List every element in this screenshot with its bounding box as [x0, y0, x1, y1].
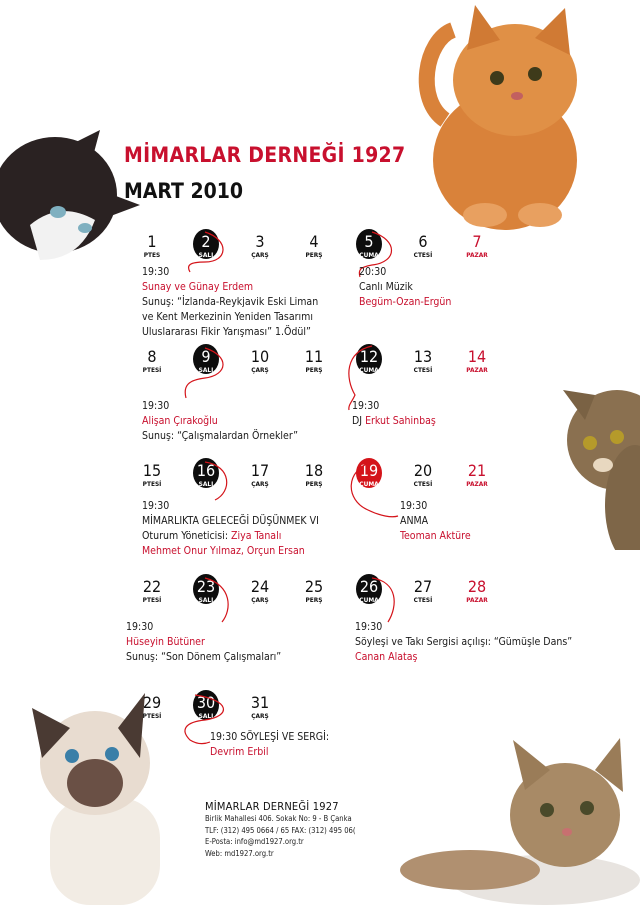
day-weekday: CUMA — [359, 480, 379, 488]
day-number: 3 — [255, 232, 265, 251]
day-weekday: CUMA — [359, 366, 379, 374]
event-time: 20:30 — [359, 266, 387, 278]
day-weekday: SALI — [198, 712, 214, 720]
day-weekday: ÇARŞ — [251, 366, 269, 374]
event-time: 19:30 — [355, 621, 383, 633]
day-number: 5 — [364, 232, 374, 251]
event-time: 19:30 — [352, 400, 380, 412]
day-number: 8 — [147, 347, 157, 366]
event-mar26 — [355, 620, 572, 665]
day-weekday: CTESİ — [413, 366, 433, 374]
day-number: 26 — [359, 577, 379, 596]
event-mar30 — [210, 730, 329, 760]
day-weekday: CUMA — [359, 251, 379, 259]
day-weekday: PAZAR — [466, 480, 488, 488]
day-number: 29 — [142, 693, 162, 712]
day-number: 24 — [250, 577, 270, 596]
event-mar16 — [142, 499, 319, 559]
event-speaker: Alişan Çırakoğlu — [142, 415, 218, 427]
day-weekday: CTESİ — [413, 480, 433, 488]
event-line: Sunuş: “Son Dönem Çalışmaları” — [126, 651, 282, 663]
day-weekday: PERŞ — [305, 251, 323, 259]
day-weekday: PAZAR — [466, 596, 488, 604]
event-title: Söyleşi ve Takı Sergisi açılışı: “Gümüşle Dans” — [355, 636, 573, 648]
day-weekday: CUMA — [359, 596, 379, 604]
day-number: 25 — [304, 577, 324, 596]
event-time: 19:30 — [142, 266, 170, 278]
day-number: 12 — [359, 347, 379, 366]
event-line: Sunuş: “Çalışmalardan Örnekler” — [142, 430, 299, 442]
day-weekday: PERŞ — [305, 366, 323, 374]
event-speaker: Erkut Sahinbaş — [365, 415, 436, 427]
event-moderator: Ziya Tanalı — [231, 530, 282, 542]
event-title: MİMARLIKTA GELECEĞİ DÜŞÜNMEK VI — [142, 515, 319, 527]
day-weekday: PTESİ — [142, 712, 162, 720]
event-prefix: DJ — [352, 415, 363, 427]
day-number: 18 — [304, 461, 324, 480]
event-line: ve Kent Merkezinin Yeniden Tasarımı — [142, 311, 313, 323]
day-number: 23 — [196, 577, 216, 596]
footer-email[interactable]: E-Posta: info@md1927.org.tr — [205, 837, 304, 846]
day-number: 14 — [467, 347, 487, 366]
day-number: 1 — [147, 232, 157, 251]
event-title: Canlı Müzik — [359, 281, 413, 293]
day-number: 2 — [201, 232, 211, 251]
day-number: 21 — [467, 461, 487, 480]
event-mar19 — [400, 499, 471, 544]
day-number: 11 — [304, 347, 324, 366]
event-mar2 — [142, 265, 318, 340]
day-number: 30 — [196, 693, 216, 712]
day-weekday: PAZAR — [466, 251, 488, 259]
event-time: 19:30 — [126, 621, 154, 633]
day-number: 10 — [250, 347, 270, 366]
event-title: ANMA — [400, 515, 429, 527]
day-number: 13 — [413, 347, 433, 366]
footer-address: Birlik Mahallesi 406. Sokak No: 9 - B Çanka — [205, 814, 352, 823]
day-weekday: SALI — [198, 480, 214, 488]
day-number: 27 — [413, 577, 433, 596]
event-time: 19:30 — [142, 400, 170, 412]
event-speaker: Begüm-Ozan-Ergün — [359, 296, 452, 308]
event-speaker: Devrim Erbil — [210, 746, 269, 758]
day-weekday: CTESİ — [413, 596, 433, 604]
event-mar12 — [352, 399, 436, 429]
day-weekday: PAZAR — [466, 366, 488, 374]
day-weekday: ÇARŞ — [251, 712, 269, 720]
event-time: 19:30 — [400, 500, 428, 512]
day-weekday: PTESİ — [142, 366, 162, 374]
day-weekday: ÇARŞ — [251, 251, 269, 259]
event-mar23 — [126, 620, 281, 665]
day-number: 22 — [142, 577, 162, 596]
day-weekday: ÇARŞ — [251, 480, 269, 488]
day-weekday: PTES — [143, 251, 161, 259]
event-time-title: 19:30 SÖYLEŞİ VE SERGİ: — [210, 731, 330, 743]
event-speaker: Sunay ve Günay Erdem — [142, 281, 254, 293]
day-weekday: ÇARŞ — [251, 596, 269, 604]
event-speaker: Canan Alataş — [355, 651, 418, 663]
footer-phone: TLF: (312) 495 0664 / 65 FAX: (312) 495 06( — [205, 825, 356, 835]
event-line: Sunuş: “İzlanda-Reykjavik Eski Liman — [142, 296, 319, 308]
page-title: MİMARLAR DERNEĞİ 1927 — [124, 143, 406, 167]
day-weekday: PERŞ — [305, 480, 323, 488]
day-number: 28 — [467, 577, 487, 596]
day-number: 4 — [309, 232, 319, 251]
day-weekday: PTESİ — [142, 596, 162, 604]
day-weekday: SALI — [198, 366, 214, 374]
day-number: 31 — [250, 693, 270, 712]
day-weekday: SALI — [198, 596, 214, 604]
day-number: 7 — [472, 232, 482, 251]
event-mar5 — [359, 265, 451, 310]
day-number: 9 — [201, 347, 211, 366]
event-mar9 — [142, 399, 298, 444]
event-speaker: Hüseyin Bütüner — [126, 636, 205, 648]
day-number: 20 — [413, 461, 433, 480]
day-number: 17 — [250, 461, 270, 480]
month-title: MART 2010 — [124, 179, 244, 203]
footer-org-name: MİMARLAR DERNEĞİ 1927 — [205, 800, 339, 813]
footer-contact — [205, 800, 356, 859]
event-moderator-label: Oturum Yöneticisi: — [142, 530, 229, 542]
day-weekday: SALI — [198, 251, 214, 259]
day-number: 16 — [196, 461, 216, 480]
day-number: 19 — [359, 461, 379, 480]
event-speaker: Teoman Aktüre — [400, 530, 471, 542]
day-number: 6 — [418, 232, 428, 251]
event-panelists: Mehmet Onur Yılmaz, Orçun Ersan — [142, 545, 305, 557]
footer-web[interactable]: Web: md1927.org.tr — [205, 848, 274, 858]
event-time: 19:30 — [142, 500, 170, 512]
event-line: Uluslararası Fikir Yarışması” 1.Ödül” — [142, 326, 311, 338]
day-number: 15 — [142, 461, 162, 480]
day-weekday: PERŞ — [305, 596, 323, 604]
day-weekday: CTESİ — [413, 251, 433, 259]
day-weekday: PTESİ — [142, 480, 162, 488]
